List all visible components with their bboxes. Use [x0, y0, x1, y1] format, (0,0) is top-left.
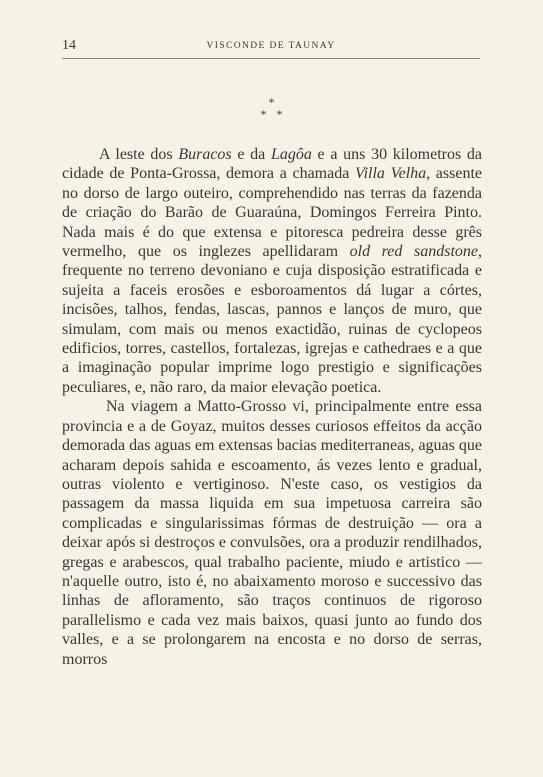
asterism-bottom-right: *	[276, 107, 283, 121]
italic-term: Lagôa	[270, 146, 312, 163]
text-run: , frequente no terreno devoniano e cuja disposição estratificada e sujeita a faceis erosões e esboroamentos dá lugar a córtes, incisões, talhos, fendas, lascas, pannos e lanços de muro, que simulam, com mais ou menos exactidão, ruinas de cyclopeos edificios, torres, castellos, fortalezas, igrejas e cathedraes e a que a imaginação popular imprime logo prestigio e significações peculiares, e, não raro, da maior elevação poetica.	[62, 243, 482, 396]
italic-term: Villa Velha	[355, 165, 427, 183]
paragraph-2	[62, 397, 482, 669]
text-run: , assente no dorso de largo outeiro, comprehendido nas terras da fazenda de criação do Barão de Guaraúna, Domingos Ferreira Pinto. Nada mais é do que extensa e pitoresca pedreira desse grês vermelho, que os inglezes apellidaram	[62, 165, 483, 261]
asterism-bottom-left: *	[260, 107, 267, 121]
text-run: Na viagem a Matto-Grosso vi, principalmente entre essa provincia e a de Goyaz, muitos desses curiosos effeitos da acção demorada das aguas em extensas bacias mediterraneas, aguas que acharam depois sahida e escoamento, ás vezes lento e gradual, outras violento e vertiginoso. N'este caso, os vestigios da passagem da massa liquida em sua impetuosa carreira são complicadas e singularissimas fórmas de destruição — ora a deixar após si destroços e convulsões, ora a produzir rendilhados, gregas e arabescos, qual trabalho paciente, miudo e artistico — n'aquelle outro, isto é, no abaixamento moroso e successivo das linhas de afloramento, são traços continuos de rigoroso parallelismo e cada vez mais baixos, quasi junto ao fundo dos valles, e a se prolongarem na encosta e no dorso de serras, morros	[62, 398, 482, 668]
body-text	[62, 145, 482, 669]
italic-term: Buracos	[178, 146, 232, 163]
asterism-bottom	[0, 108, 543, 120]
page-header	[62, 38, 480, 59]
paragraph-1	[62, 145, 482, 397]
text-run: e a uns 30 kilometros da cidade de Ponta-Grossa, demora a chamada	[62, 146, 483, 183]
asterism-top: *	[268, 95, 275, 109]
page-number: 14	[62, 38, 76, 53]
text-run: e da	[231, 146, 271, 163]
italic-term: old red sandstone	[349, 243, 478, 261]
running-head: VISCONDE DE TAUNAY	[206, 41, 336, 51]
text-run: A leste dos	[99, 146, 179, 163]
